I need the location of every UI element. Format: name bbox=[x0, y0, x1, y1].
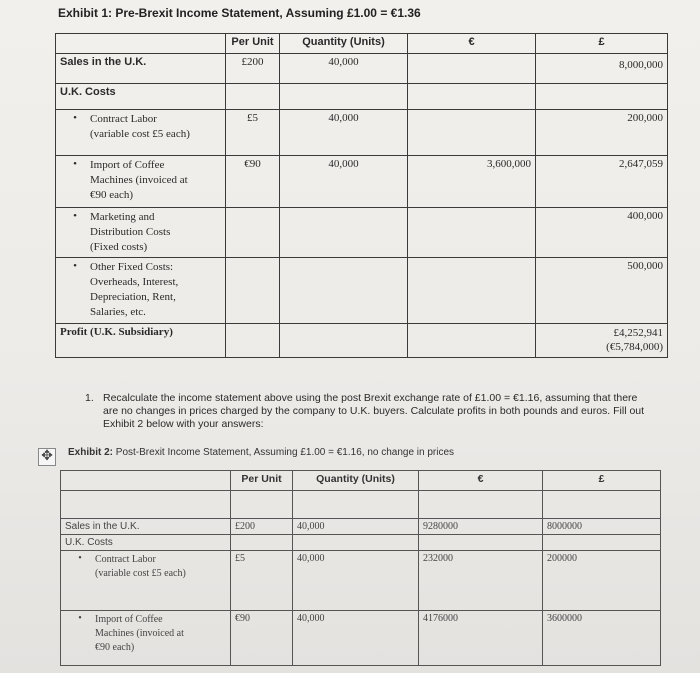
contract-euro bbox=[408, 110, 536, 156]
ex2-header-per-unit: Per Unit bbox=[231, 471, 293, 491]
costs-label: U.K. Costs bbox=[56, 84, 226, 110]
ex2-sales-quantity-input[interactable]: 40,000 bbox=[293, 519, 419, 535]
ex2-coffee-euro-input[interactable]: 4176000 bbox=[419, 611, 543, 666]
sales-row bbox=[56, 54, 668, 84]
bullet: • bbox=[78, 553, 82, 564]
profit-row bbox=[56, 324, 668, 358]
marketing-row bbox=[56, 208, 668, 258]
sales-label: Sales in the U.K. bbox=[56, 54, 226, 84]
ex2-sales-label: Sales in the U.K. bbox=[61, 519, 231, 535]
ex2-contract-pound-input[interactable]: 200000 bbox=[543, 551, 661, 611]
profit-euro-value: (€5,784,000) bbox=[606, 341, 663, 353]
coffee-row bbox=[56, 156, 668, 208]
coffee-euro: 3,600,000 bbox=[408, 156, 536, 208]
bullet: • bbox=[73, 158, 77, 170]
question-number: 1. bbox=[85, 392, 94, 404]
ex2-coffee-quantity-input[interactable]: 40,000 bbox=[293, 611, 419, 666]
exhibit1-table bbox=[55, 33, 668, 358]
ex2-costs-label: U.K. Costs bbox=[61, 535, 231, 551]
ex2-coffee-per-unit-input[interactable]: €90 bbox=[231, 611, 293, 666]
ex2-coffee-pound-input[interactable]: 3600000 bbox=[543, 611, 661, 666]
ex2-sales-row bbox=[61, 519, 661, 535]
costs-row bbox=[56, 84, 668, 110]
question-1 bbox=[85, 392, 645, 431]
exhibit1-header-row bbox=[56, 34, 668, 54]
sales-per-unit: £200 bbox=[226, 54, 280, 84]
profit-label: Profit (U.K. Subsidiary) bbox=[56, 324, 226, 358]
header-per-unit: Per Unit bbox=[226, 34, 280, 54]
bullet: • bbox=[78, 613, 82, 624]
ex2-header-quantity: Quantity (Units) bbox=[293, 471, 419, 491]
exhibit2-table bbox=[60, 470, 661, 666]
ex2-coffee-row bbox=[61, 611, 661, 666]
coffee-quantity: 40,000 bbox=[280, 156, 408, 208]
ex2-contract-quantity-input[interactable]: 40,000 bbox=[293, 551, 419, 611]
ex2-sales-pound-input[interactable]: 8000000 bbox=[543, 519, 661, 535]
other-fixed-label: • Other Fixed Costs: Overheads, Interest, Depreciation, Rent, Salaries, etc. bbox=[56, 258, 226, 324]
profit-pound bbox=[536, 324, 668, 358]
coffee-label: • Import of Coffee Machines (invoiced at €90 each) bbox=[56, 156, 226, 208]
ex2-header-pound: £ bbox=[543, 471, 661, 491]
exhibit1-title: Exhibit 1: Pre-Brexit Income Statement, Assuming £1.00 = €1.36 bbox=[58, 6, 421, 20]
header-quantity: Quantity (Units) bbox=[280, 34, 408, 54]
ex2-spacer-row bbox=[61, 491, 661, 519]
ex2-contract-per-unit-input[interactable]: £5 bbox=[231, 551, 293, 611]
sales-pound: 8,000,000 bbox=[536, 54, 668, 84]
contract-quantity: 40,000 bbox=[280, 110, 408, 156]
contract-per-unit: £5 bbox=[226, 110, 280, 156]
header-blank bbox=[56, 34, 226, 54]
other-fixed-row bbox=[56, 258, 668, 324]
ex2-header-euro: € bbox=[419, 471, 543, 491]
ex2-sales-per-unit-input[interactable]: £200 bbox=[231, 519, 293, 535]
ex2-costs-row bbox=[61, 535, 661, 551]
coffee-pound: 2,647,059 bbox=[536, 156, 668, 208]
sales-quantity: 40,000 bbox=[280, 54, 408, 84]
marketing-pound: 400,000 bbox=[536, 208, 668, 258]
ex2-contract-euro-input[interactable]: 232000 bbox=[419, 551, 543, 611]
ex2-contract-row bbox=[61, 551, 661, 611]
bullet: • bbox=[73, 260, 77, 272]
profit-pound-value: £4,252,941 bbox=[613, 327, 663, 339]
bullet: • bbox=[73, 112, 77, 124]
other-fixed-pound: 500,000 bbox=[536, 258, 668, 324]
contract-pound: 200,000 bbox=[536, 110, 668, 156]
exhibit2-header-row bbox=[61, 471, 661, 491]
coffee-per-unit: €90 bbox=[226, 156, 280, 208]
header-euro: € bbox=[408, 34, 536, 54]
question-text: Recalculate the income statement above using the post Brexit exchange rate of £1.00 = €1.16, assuming that there are no changes in prices charged by the company to U.K. buyers. Calculate profits in both pounds and euros. Fill out Exhibit 2 below with your answers: bbox=[103, 392, 645, 430]
ex2-sales-euro-input[interactable]: 9280000 bbox=[419, 519, 543, 535]
move-handle-icon[interactable]: ✥ bbox=[38, 448, 56, 466]
marketing-label: • Marketing and Distribution Costs (Fixed costs) bbox=[56, 208, 226, 258]
ex2-coffee-label: • Import of Coffee Machines (invoiced at €90 each) bbox=[61, 611, 231, 666]
header-pound: £ bbox=[536, 34, 668, 54]
ex2-contract-label: • Contract Labor (variable cost £5 each) bbox=[61, 551, 231, 611]
contract-row bbox=[56, 110, 668, 156]
bullet: • bbox=[73, 210, 77, 222]
sales-euro bbox=[408, 54, 536, 84]
exhibit2-title: Exhibit 2: Post-Brexit Income Statement, Assuming £1.00 = €1.16, no change in prices bbox=[68, 447, 455, 458]
contract-label: • Contract Labor (variable cost £5 each) bbox=[56, 110, 226, 156]
